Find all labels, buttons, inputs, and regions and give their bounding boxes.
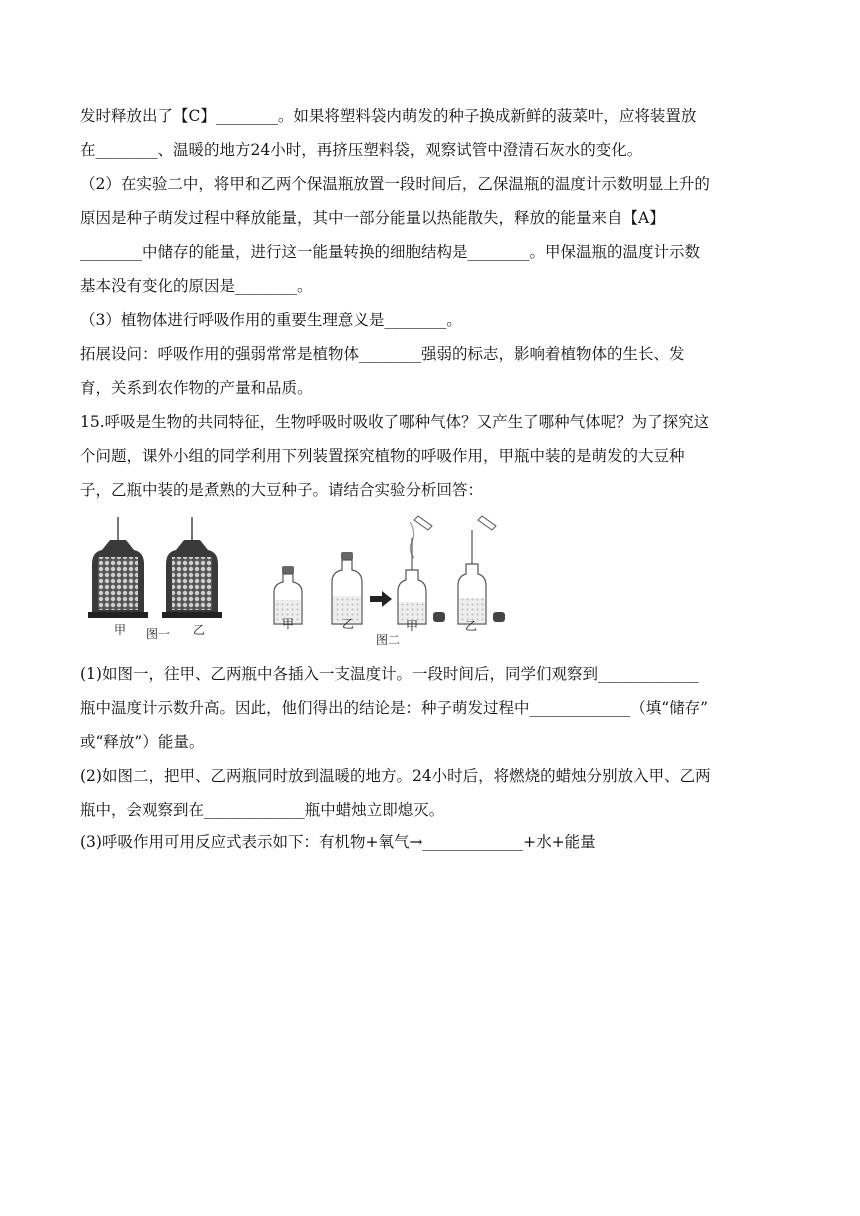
text-line: （3）植物体进行呼吸作用的重要生理意义是________。	[80, 311, 462, 329]
text-line: 瓶中温度计示数升高。因此，他们得出的结论是：种子萌发过程中_____________（填“储存”	[80, 699, 709, 717]
text-line: 个问题，课外小组的同学利用下列装置探究植物的呼吸作用，甲瓶中装的是萌发的大豆种	[80, 447, 685, 465]
bottle-yi-candle	[458, 516, 505, 624]
fig2-label-yi: 乙	[342, 617, 355, 631]
fig2-label-yi-2: 乙	[465, 619, 478, 633]
text-line: 或“释放”）能量。	[80, 733, 205, 751]
question-15-2: (2)如图二，把甲、乙两瓶同时放到温暖的地方。24小时后，将燃烧的蜡烛分别放入甲、乙两	[80, 767, 711, 785]
text-line: 基本没有变化的原因是________。	[80, 277, 313, 295]
text-line: 发时释放出了【C】________。如果将塑料袋内萌发的种子换成新鲜的菠菜叶，应将装置放	[80, 107, 697, 125]
experiment-figure	[80, 512, 530, 652]
text-line: 拓展设问：呼吸作用的强弱常常是植物体________强弱的标志，影响着植物体的生长、发	[80, 345, 685, 363]
fig2-label-jia-2: 甲	[406, 619, 419, 633]
bottle-yi-sealed	[332, 552, 362, 624]
fig1-label-yi: 乙	[193, 623, 206, 637]
thermos-flask-jia	[88, 517, 148, 618]
thermos-flask-yi	[162, 517, 222, 618]
bottle-jia-candle	[398, 516, 445, 624]
text-line: 瓶中，会观察到在_____________瓶中蜡烛立即熄灭。	[80, 801, 445, 819]
question-15-intro: 15.呼吸是生物的共同特征，生物呼吸时吸收了哪种气体？又产生了哪种气体呢？为了探究这	[80, 413, 710, 431]
text-line: 子，乙瓶中装的是煮熟的大豆种子。请结合实验分析回答：	[80, 481, 484, 499]
fig2-caption: 图二	[376, 633, 401, 647]
fig2-label-jia: 甲	[282, 617, 295, 631]
text-line: 在________、温暖的地方24小时，再挤压塑料袋，观察试管中澄清石灰水的变化。	[80, 141, 643, 159]
question-15-3: (3)呼吸作用可用反应式表示如下：有机物+氧气→_____________+水+能量	[80, 833, 596, 851]
question-15-1: (1)如图一，往甲、乙两瓶中各插入一支温度计。一段时间后，同学们观察到_____________	[80, 665, 699, 683]
text-line: 原因是种子萌发过程中释放能量，其中一部分能量以热能散失，释放的能量来自【A】	[80, 209, 665, 227]
arrow-icon	[370, 591, 392, 607]
fig1-caption: 图一	[146, 627, 171, 641]
text-line: （2）在实验二中，将甲和乙两个保温瓶放置一段时间后，乙保温瓶的温度计示数明显上升的	[80, 175, 710, 193]
fig1-label-jia: 甲	[114, 623, 127, 637]
text-line: 育，关系到农作物的产量和品质。	[80, 379, 313, 397]
bottle-jia-sealed	[274, 566, 302, 624]
text-line: ________中储存的能量，进行这一能量转换的细胞结构是________。甲保温瓶的温度计示数	[80, 243, 701, 261]
